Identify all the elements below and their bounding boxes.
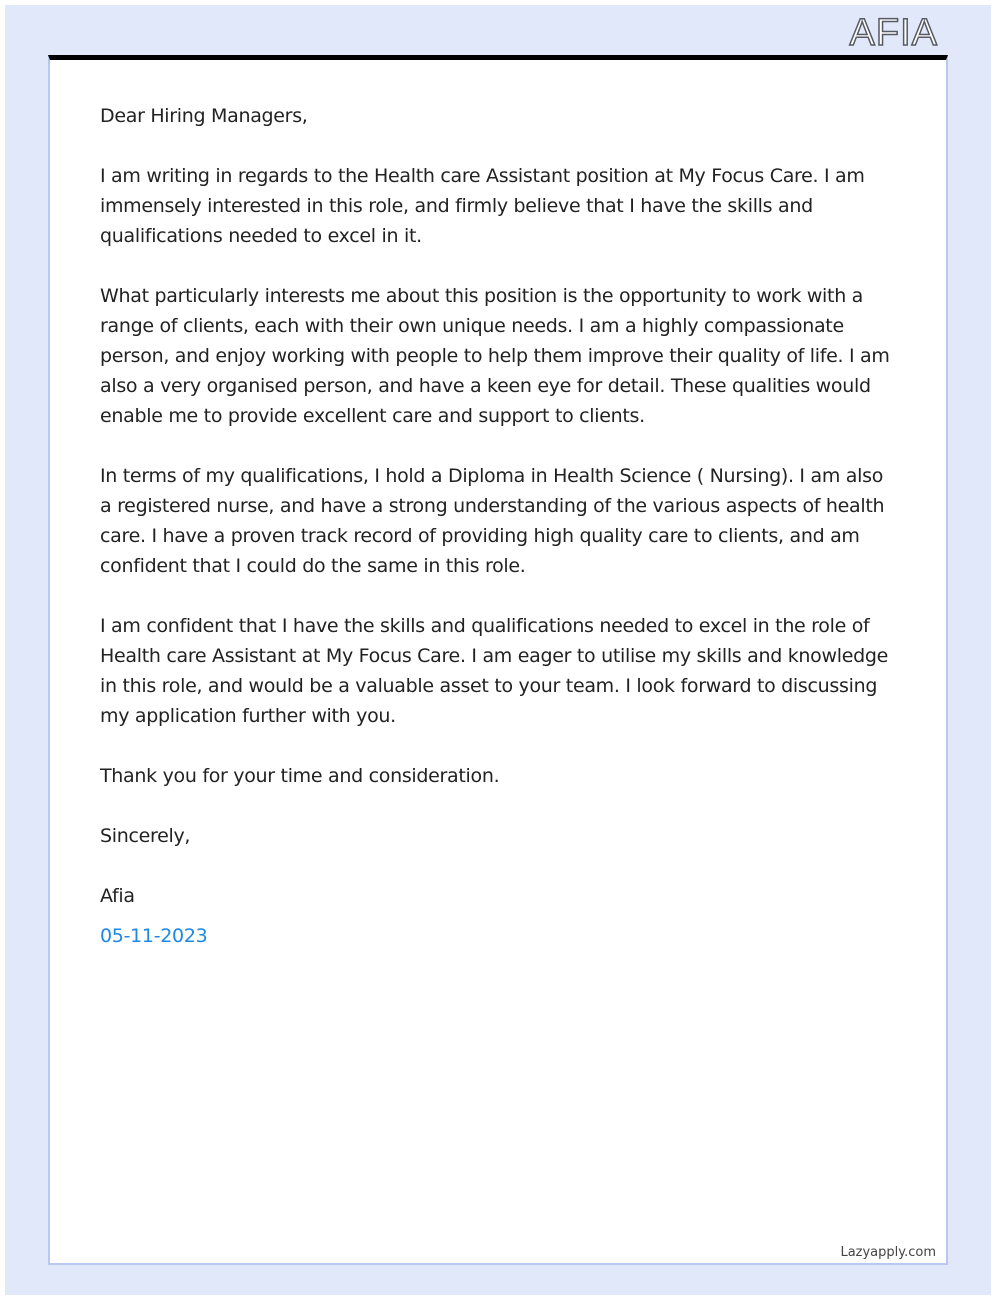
cover-letter-sheet bbox=[48, 55, 948, 1265]
paragraph-conclusion: I am confident that I have the skills and qualifications needed to excel in the role of Health care Assistant at My Focus Care. I am eager to utilise my skills and knowledge in this role, and would be a valuable asset to your team. I look forward to discussing my application further with you. bbox=[100, 615, 889, 727]
footer-credit: Lazyapply.com bbox=[840, 1245, 936, 1260]
applicant-name-logo: AFIA bbox=[849, 12, 938, 54]
closing: Sincerely, bbox=[100, 825, 191, 847]
paragraph-intro: I am writing in regards to the Health care Assistant position at My Focus Care. I am immensely interested in this role, and firmly believe that I have the skills and qualifications needed to excel in it. bbox=[100, 165, 865, 247]
paragraph-qualifications: In terms of my qualifications, I hold a Diploma in Health Science ( Nursing). I am also a registered nurse, and have a strong understanding of the various aspects of health care. I have a proven track record of providing high quality care to clients, and am confident that I could do the same in this role. bbox=[100, 465, 885, 577]
salutation: Dear Hiring Managers, bbox=[100, 105, 308, 127]
paragraph-interest: What particularly interests me about this position is the opportunity to work with a range of clients, each with their own unique needs. I am a highly compassionate person, and enjoy working with people to help them improve their quality of life. I am also a very organised person, and have a keen eye for detail. These qualities would enable me to provide excellent care and support to clients. bbox=[100, 285, 890, 427]
thanks-line: Thank you for your time and consideration. bbox=[100, 765, 500, 787]
letter-body bbox=[100, 101, 900, 951]
signature-name: Afia bbox=[100, 885, 135, 907]
letter-date: 05-11-2023 bbox=[100, 925, 208, 947]
